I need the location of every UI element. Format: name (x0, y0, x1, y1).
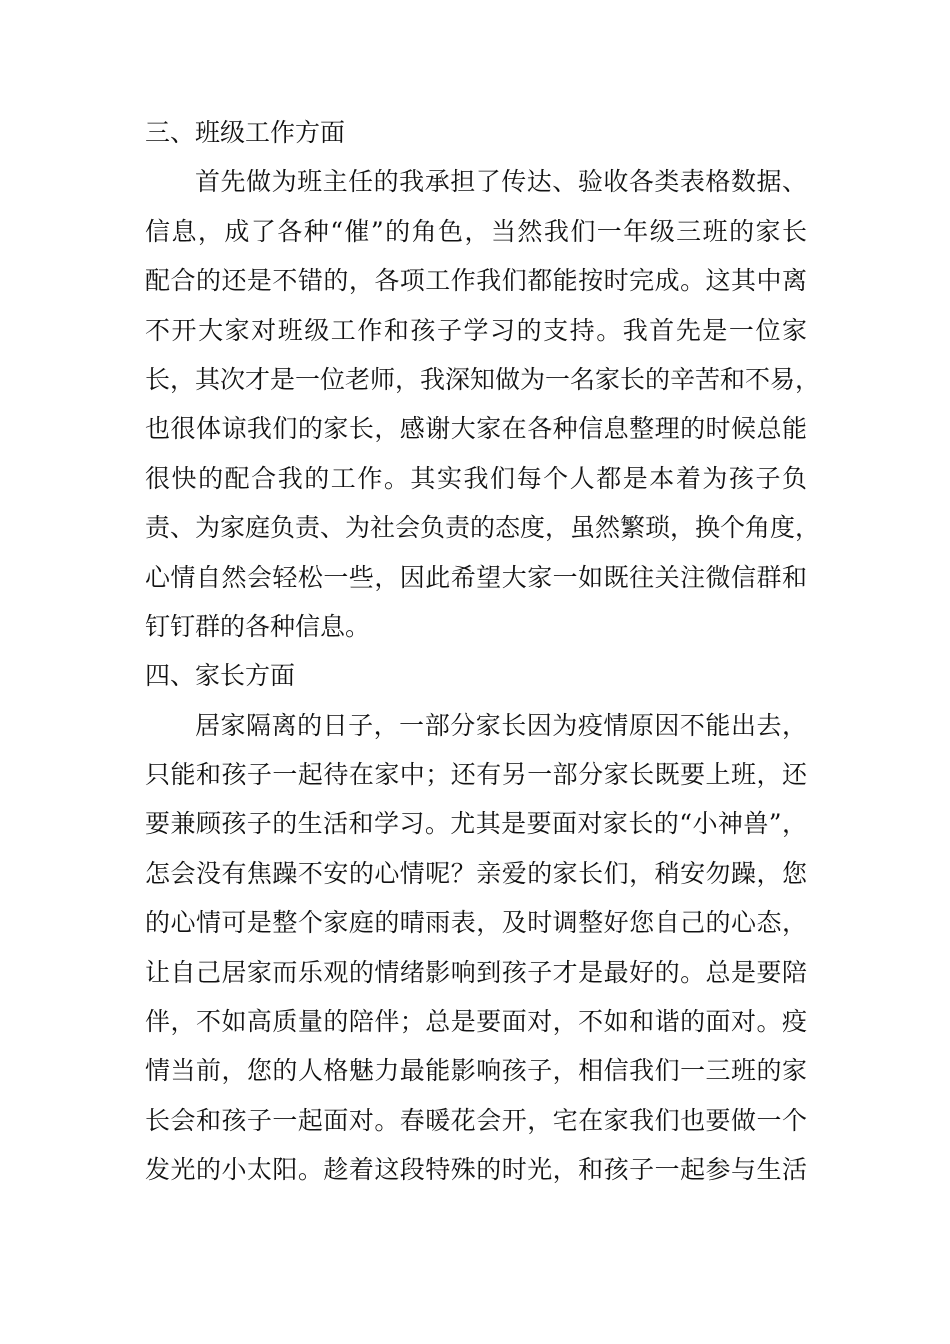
paragraph-line: 很快的配合我的工作。其实我们每个人都是本着为孩子负 (145, 463, 807, 493)
paragraph-line: 让自己居家而乐观的情绪影响到孩子才是最好的。总是要陪 (145, 957, 807, 987)
paragraph-line: 长会和孩子一起面对。春暖花会开，宅在家我们也要做一个 (145, 1105, 807, 1135)
section-heading-parents: 四、家长方面 (145, 661, 296, 691)
paragraph-line: 首先做为班主任的我承担了传达、验收各类表格数据、 (195, 167, 807, 197)
section-heading-class-work: 三、班级工作方面 (145, 118, 346, 147)
paragraph-line: 的心情可是整个家庭的晴雨表，及时调整好您自己的心态， (145, 908, 807, 938)
paragraph-line: 也很体谅我们的家长，感谢大家在各种信息整理的时候总能 (145, 414, 807, 444)
paragraph-line: 情当前，您的人格魅力最能影响孩子，相信我们一三班的家 (145, 1056, 807, 1086)
paragraph-line: 发光的小太阳。趁着这段特殊的时光，和孩子一起参与生活 (145, 1155, 807, 1185)
paragraph-line: 要兼顾孩子的生活和学习。尤其是要面对家长的“小神兽”， (145, 809, 807, 839)
document-body (145, 108, 821, 1195)
paragraph-line: 钉钉群的各种信息。 (145, 611, 371, 641)
paragraph-line: 长，其次才是一位老师，我深知做为一名家长的辛苦和不易， (145, 364, 821, 394)
paragraph-line: 不开大家对班级工作和孩子学习的支持。我首先是一位家 (145, 315, 807, 345)
paragraph-line: 居家隔离的日子，一部分家长因为疫情原因不能出去， (195, 710, 807, 740)
paragraph-line: 心情自然会轻松一些，因此希望大家一如既往关注微信群和 (145, 562, 807, 592)
paragraph-line: 怎会没有焦躁不安的心情呢？亲爱的家长们，稍安勿躁，您 (145, 858, 807, 888)
paragraph-line: 配合的还是不错的，各项工作我们都能按时完成。这其中离 (145, 266, 807, 296)
paragraph-line: 只能和孩子一起待在家中；还有另一部分家长既要上班，还 (145, 760, 807, 790)
paragraph-line: 信息，成了各种“催”的角色，当然我们一年级三班的家长 (145, 216, 807, 246)
paragraph-line: 责、为家庭负责、为社会负责的态度，虽然繁琐，换个角度， (145, 513, 821, 543)
paragraph-line: 伴，不如高质量的陪伴；总是要面对，不如和谐的面对。疫 (145, 1007, 807, 1037)
